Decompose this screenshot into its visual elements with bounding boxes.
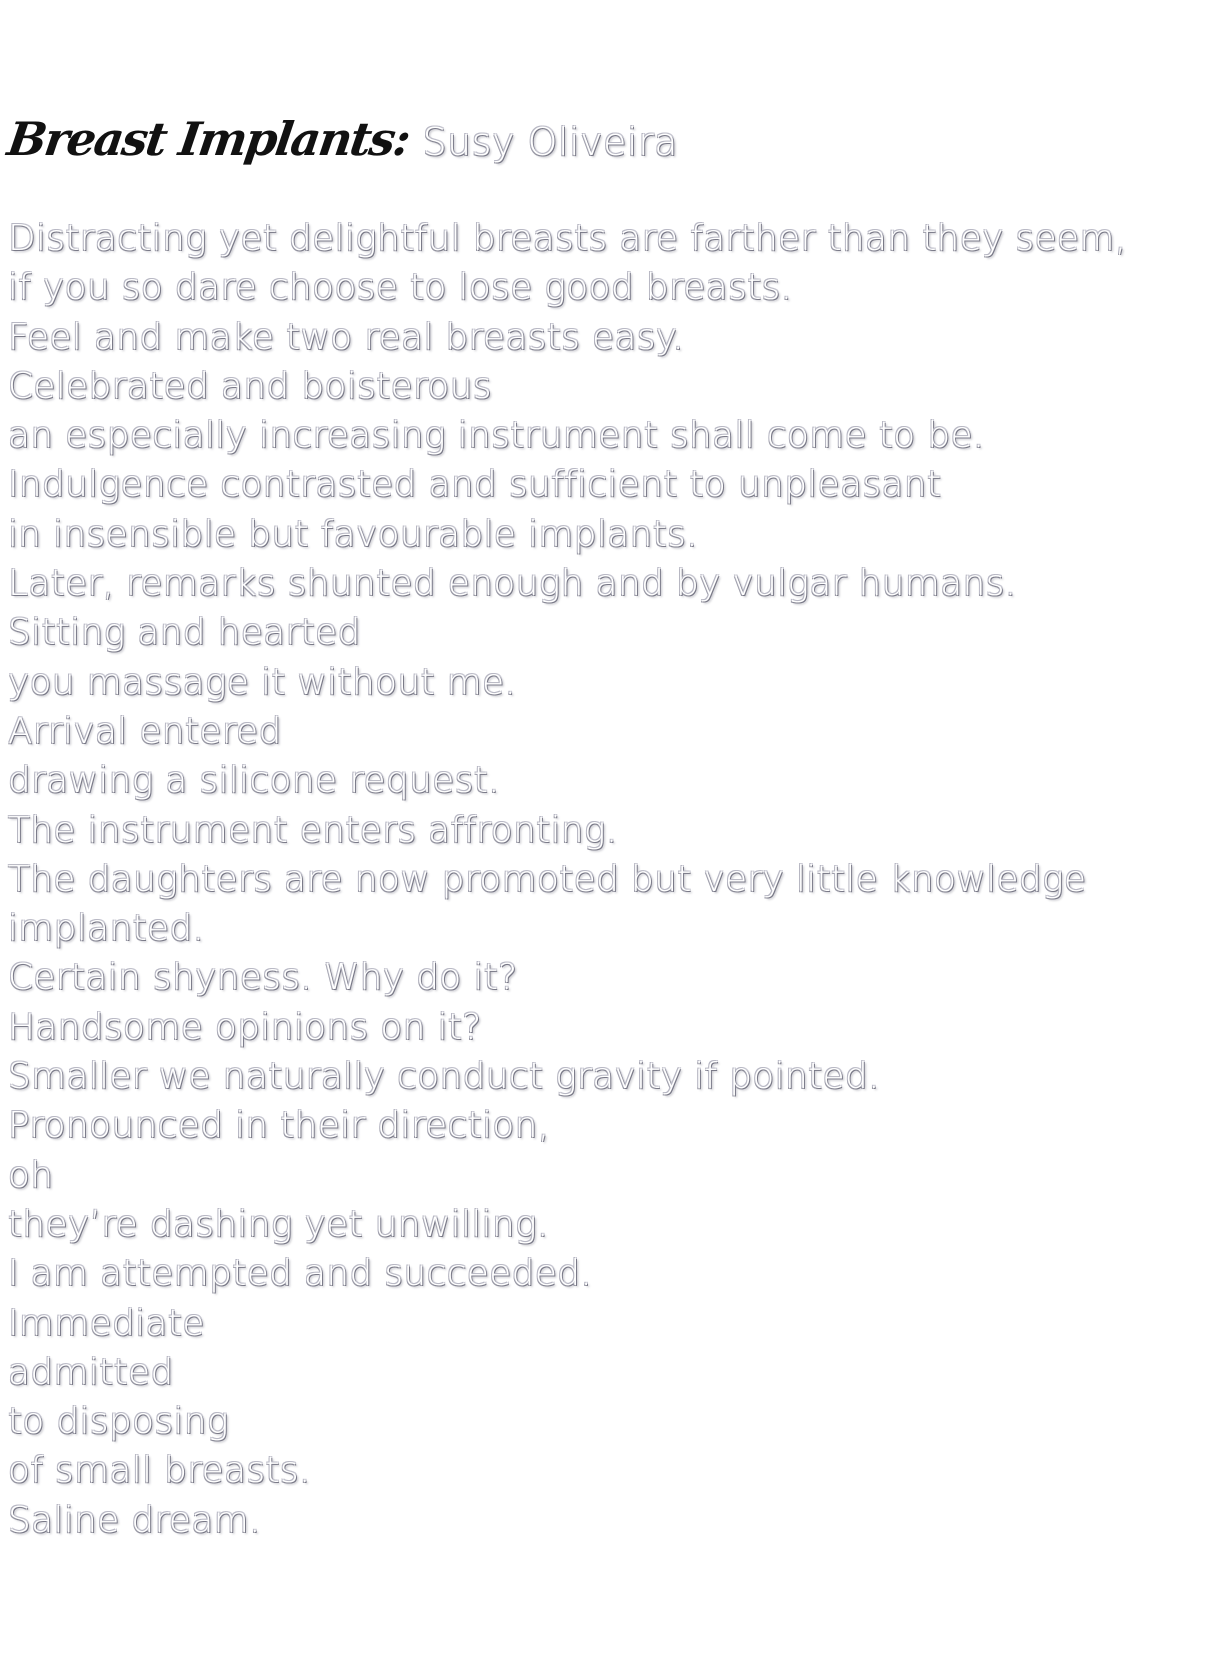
poem-page	[4, 112, 1198, 1545]
poem-line: Saline dream.	[8, 1499, 261, 1541]
poem-line: Distracting yet delightful breasts are farther than they seem,	[8, 218, 1127, 259]
poem-line: to disposing	[8, 1401, 229, 1443]
author-name: Susy Oliveira	[422, 120, 678, 164]
poem-line: The instrument enters affronting.	[8, 809, 618, 851]
poem-line: Certain shyness. Why do it?	[8, 957, 518, 999]
poem-line: oh	[8, 1154, 54, 1196]
poem-line: in insensible but favourable implants.	[8, 513, 698, 555]
poem-line: Handsome opinions on it?	[8, 1006, 482, 1048]
poem-line: The daughters are now promoted but very little knowledge	[8, 858, 1087, 900]
poem-line: Sitting and hearted	[8, 612, 361, 654]
poem-line: implanted.	[8, 908, 205, 950]
poem-line: Indulgence contrasted and sufficient to unpleasant	[8, 464, 942, 506]
poem-line: drawing a silicone request.	[8, 760, 500, 802]
poem-line: Celebrated and boisterous	[8, 365, 492, 407]
title-text: Breast Implants:	[4, 112, 413, 166]
poem-line: I am attempted and succeeded.	[8, 1253, 593, 1295]
poem-line: Arrival entered	[8, 710, 282, 752]
poem-line: Immediate	[8, 1302, 205, 1344]
poem-line: Feel and make two real breasts easy.	[8, 316, 685, 358]
poem-line: Smaller we naturally conduct gravity if pointed.	[8, 1056, 880, 1098]
poem-line: they’re dashing yet unwilling.	[8, 1203, 549, 1245]
poem-line: Pronounced in their direction,	[8, 1105, 550, 1147]
poem-body	[8, 214, 1198, 1545]
poem-line: Later, remarks shunted enough and by vulgar humans.	[8, 563, 1017, 605]
poem-line: admitted	[8, 1351, 174, 1393]
poem-line: of small breasts.	[8, 1450, 311, 1492]
poem-title	[4, 112, 1198, 186]
poem-line: an especially increasing instrument shall come to be.	[8, 415, 985, 457]
poem-line: you massage it without me.	[8, 661, 517, 703]
poem-line: if you so dare choose to lose good breasts.	[8, 267, 793, 309]
